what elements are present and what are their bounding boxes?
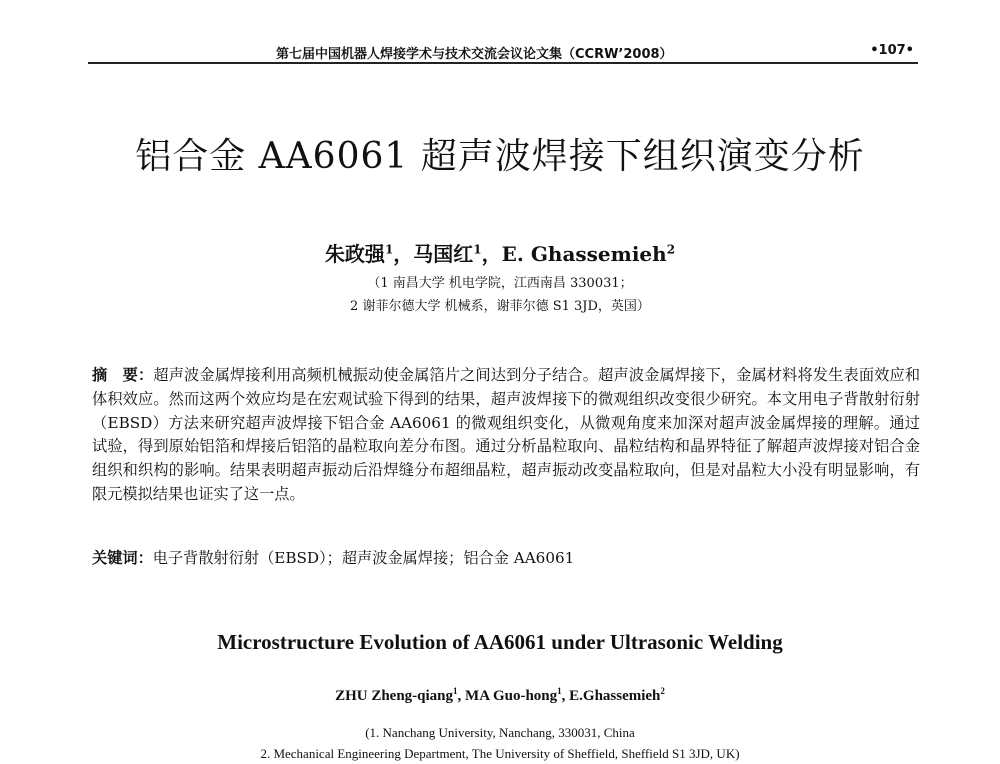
author-affiliation-mark: 1	[453, 686, 458, 696]
author-separator: ，	[393, 242, 414, 266]
author-name: MA Guo-hong	[465, 688, 558, 704]
affiliation-line: (1. Nanchang University, Nanchang, 330031, China	[365, 725, 635, 740]
affiliation-line: 2. Mechanical Engineering Department, The University of Sheffield, Sheffield S1 3JD, UK)	[260, 746, 740, 761]
author-affiliation-mark: 2	[666, 242, 676, 257]
author-name: ZHU Zheng-qiang	[335, 688, 454, 704]
author-affiliation-mark: 1	[557, 686, 562, 696]
author-affiliation-mark: 2	[660, 686, 665, 696]
abstract-label: 摘 要：	[92, 366, 154, 384]
author-separator: ,	[561, 688, 570, 704]
author-name: E. Ghassemieh	[501, 242, 667, 266]
paper-title-en: Microstructure Evolution of AA6061 under Ultrasonic Welding	[217, 630, 783, 654]
keywords-cn	[92, 547, 920, 568]
running-header	[88, 42, 918, 64]
author-name: 朱政强	[324, 242, 385, 266]
affiliations-cn	[0, 272, 1000, 318]
keywords-text: 电子背散射衍射（EBSD）；超声波金属焊接；铝合金 AA6061	[152, 549, 575, 567]
page-number: •107•	[870, 43, 914, 58]
abstract-text: 超声波金属焊接利用高频机械振动使金属箔片之间达到分子结合。超声波金属焊接下，金属材料将发生表面效应和体积效应。然而这两个效应均是在宏观试验下得到的结果，超声波焊接下的微观组织改变很少研究。本文用电子背散射衍射（EBSD）方法来研究超声波焊接下铝合金 AA6061 的微观组织变化，从微观角度来加深对超声波金属焊接的理解。通过试验，得到原始铝箔和焊接后铝箔的晶粒取向差分布图。通过分析晶粒取向、晶粒结构和晶界特征了解超声波焊接对铝合金组织和织构的影响。结果表明超声振动后沿焊缝分布超细晶粒，超声振动改变晶粒取向，但是对晶粒大小没有明显影响，有限元模拟结果也证实了这一点。	[92, 366, 921, 503]
author-separator: ，	[481, 242, 502, 266]
affiliation-line: （1 南昌大学 机电学院，江西南昌 330031；	[367, 276, 633, 291]
authors-en	[0, 686, 1000, 705]
abstract-cn	[92, 364, 920, 507]
author-name: E.Ghassemieh	[569, 688, 661, 704]
affiliation-line: 2 谢菲尔德大学 机械系，谢菲尔德 S1 3JD，英国）	[350, 299, 650, 314]
author-affiliation-mark: 1	[473, 242, 482, 257]
affiliations-en	[0, 722, 1000, 764]
paper-title-cn: 铝合金 AA6061 超声波焊接下组织演变分析	[135, 136, 865, 177]
keywords-label: 关键词：	[92, 549, 153, 567]
author-name: 马国红	[413, 242, 474, 266]
author-affiliation-mark: 1	[384, 242, 394, 257]
authors-cn	[0, 238, 1000, 267]
author-separator: ,	[457, 688, 466, 704]
running-title: 第七届中国机器人焊接学术与技术交流会议论文集（CCRW’2008）	[276, 47, 673, 62]
